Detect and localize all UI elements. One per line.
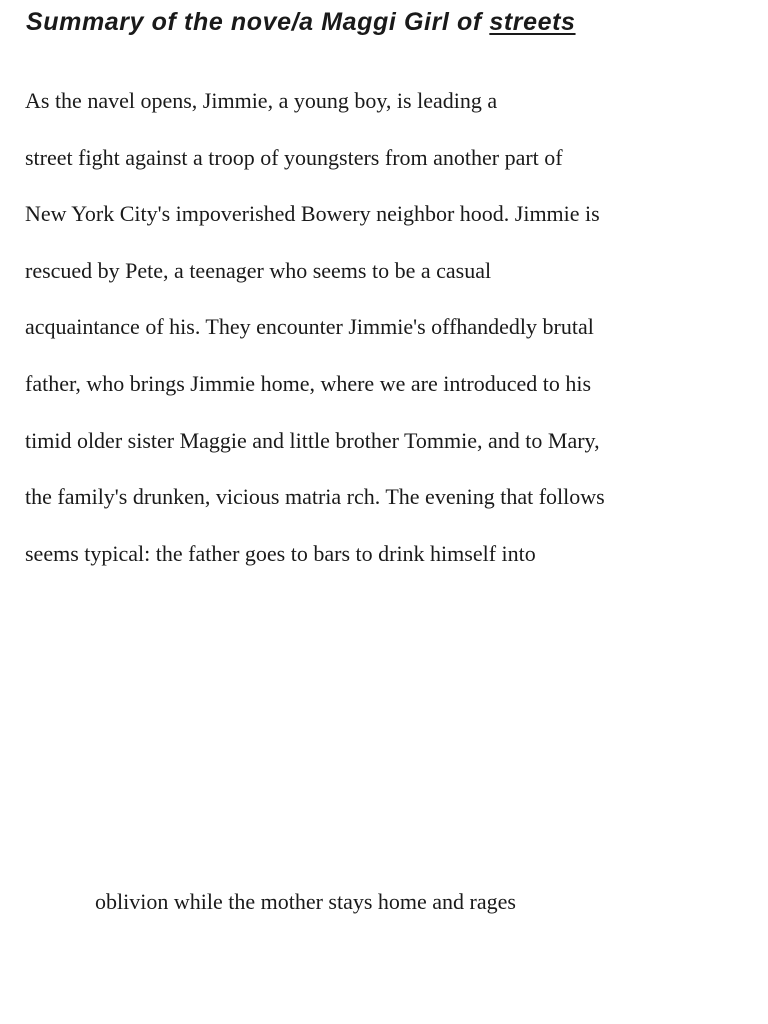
- paragraph-line: As the navel opens, Jimmie, a young boy, is leading a: [25, 88, 498, 113]
- paragraph-line: New York City's impoverished Bowery neighbor hood. Jimmie is: [25, 201, 600, 227]
- paragraph-line: rescued by Pete, a teenager who seems to be a casual: [25, 257, 492, 283]
- document-title: [26, 4, 576, 40]
- paragraph-line: father, who brings Jimmie home, where we are introduced to his: [25, 370, 592, 396]
- title-text: Summary of the nove/a Maggi Girl of: [26, 8, 490, 36]
- paragraph-line: street fight against a troop of youngsters from another part of: [25, 144, 563, 170]
- paragraph-line: timid older sister Maggie and little brother Tommie, and to Mary,: [25, 427, 600, 453]
- summary-paragraph: [25, 83, 760, 592]
- title-underlined-word: streets: [489, 8, 576, 36]
- paragraph-line: acquaintance of his. They encounter Jimmie's offhandedly brutal: [25, 314, 594, 340]
- paragraph-line: seems typical: the father goes to bars to drink himself into: [25, 540, 536, 566]
- paragraph-line: the family's drunken, vicious matria rch. The evening that follows: [25, 484, 605, 510]
- continuation-line: oblivion while the mother stays home and rages: [95, 889, 516, 914]
